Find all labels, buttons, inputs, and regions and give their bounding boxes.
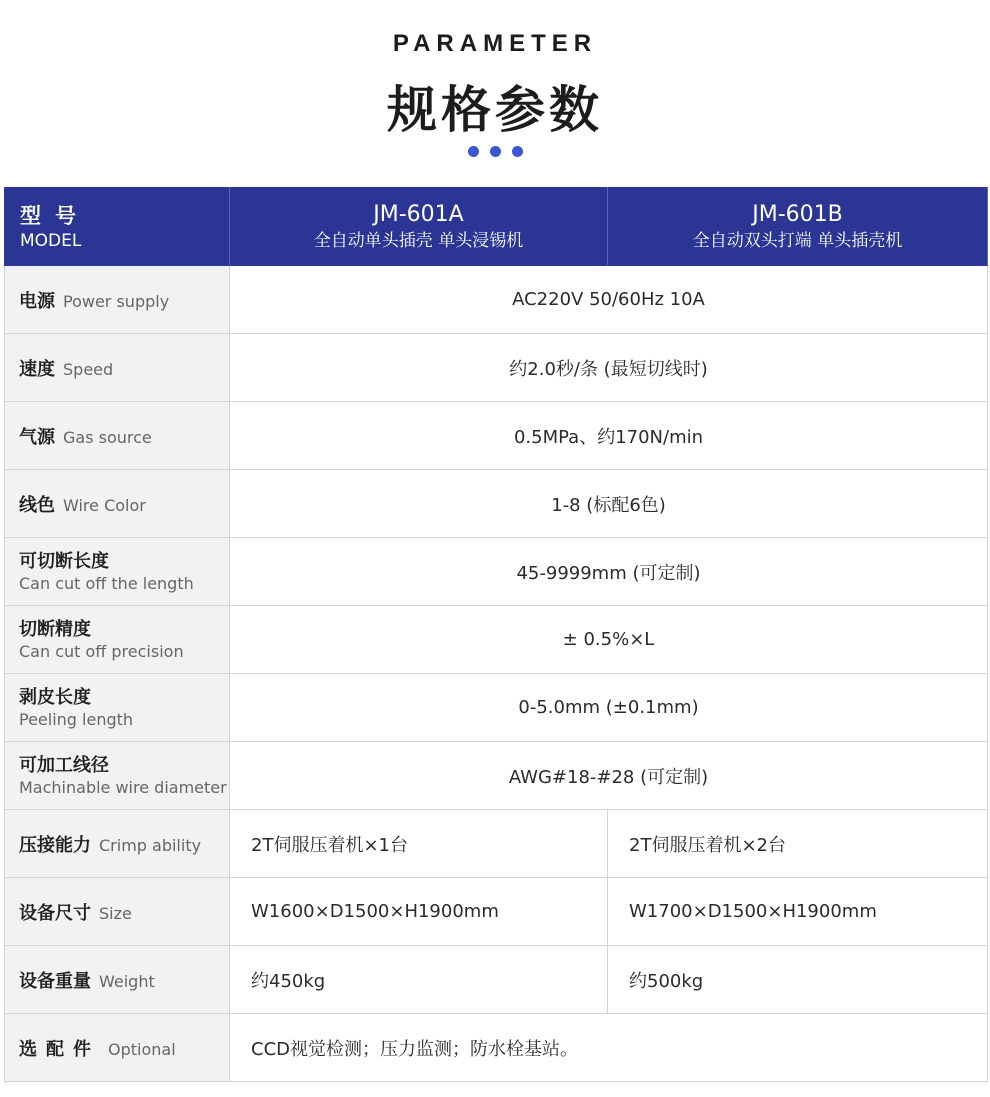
table-row bbox=[5, 470, 988, 538]
model-label-cn: 型号 bbox=[20, 203, 90, 228]
spec-table bbox=[4, 187, 988, 1082]
table-row bbox=[5, 674, 988, 742]
row-label-cn: 压接能力 bbox=[19, 834, 91, 856]
dot-icon bbox=[512, 146, 523, 157]
row-label-cell bbox=[5, 742, 230, 810]
value-model-b: 2T伺服压着机×2台 bbox=[608, 810, 988, 878]
value-shared: 0-5.0mm (±0.1mm) bbox=[230, 674, 988, 742]
value-shared: 45-9999mm (可定制) bbox=[230, 538, 988, 606]
row-label-cell bbox=[5, 266, 230, 334]
model-label-en: MODEL bbox=[20, 230, 82, 251]
row-label-cell bbox=[5, 470, 230, 538]
value-model-b: 约500kg bbox=[608, 946, 988, 1014]
row-label-cell bbox=[5, 334, 230, 402]
row-label-cn: 可加工线径 bbox=[19, 754, 109, 776]
value-shared: CCD视觉检测；压力监测；防水栓基站。 bbox=[230, 1014, 988, 1082]
row-label-cn: 可切断长度 bbox=[19, 550, 109, 572]
row-label-cn: 电源 bbox=[19, 290, 55, 312]
row-label-cell bbox=[5, 810, 230, 878]
row-label-cn: 速度 bbox=[19, 358, 55, 380]
decorative-dots bbox=[0, 146, 990, 157]
value-model-b: W1700×D1500×H1900mm bbox=[608, 878, 988, 946]
row-label-en: Speed bbox=[63, 359, 114, 379]
dot-icon bbox=[468, 146, 479, 157]
row-label-cell bbox=[5, 606, 230, 674]
value-shared: 0.5MPa、约170N/min bbox=[230, 402, 988, 470]
value-model-a: 2T伺服压着机×1台 bbox=[230, 810, 608, 878]
row-label-en: Weight bbox=[99, 971, 155, 991]
title-english: PARAMETER bbox=[392, 30, 598, 57]
table-row bbox=[5, 946, 988, 1014]
row-label-cn: 切断精度 bbox=[19, 618, 91, 640]
row-label-en: Machinable wire diameter bbox=[19, 777, 227, 797]
value-shared: AWG#18-#28 (可定制) bbox=[230, 742, 988, 810]
page-header bbox=[0, 0, 990, 187]
table-row bbox=[5, 606, 988, 674]
model-b-desc: 全自动双头打端 单头插壳机 bbox=[692, 230, 903, 251]
row-label-en: Optional bbox=[108, 1039, 176, 1059]
row-label-cell bbox=[5, 674, 230, 742]
row-label-cell bbox=[5, 402, 230, 470]
row-label-cn: 剥皮长度 bbox=[19, 686, 91, 708]
model-a-desc: 全自动单头插壳 单头浸锡机 bbox=[313, 230, 524, 251]
row-label-cn: 设备尺寸 bbox=[19, 902, 91, 924]
value-shared: AC220V 50/60Hz 10A bbox=[230, 266, 988, 334]
table-row bbox=[5, 334, 988, 402]
row-label-cell bbox=[5, 1014, 230, 1082]
table-row bbox=[5, 810, 988, 878]
row-label-en: Peeling length bbox=[19, 709, 134, 729]
row-label-en: Crimp ability bbox=[99, 835, 202, 855]
table-header-row bbox=[5, 188, 988, 266]
row-label-en: Can cut off precision bbox=[19, 641, 184, 661]
model-b-cell bbox=[608, 188, 988, 266]
value-shared: 1-8 (标配6色) bbox=[230, 470, 988, 538]
row-label-cell bbox=[5, 538, 230, 606]
model-label-cell bbox=[5, 188, 230, 266]
table-row bbox=[5, 266, 988, 334]
model-a-name: JM-601A bbox=[373, 201, 464, 227]
row-label-cell bbox=[5, 878, 230, 946]
dot-icon bbox=[490, 146, 501, 157]
row-label-cn: 选配件 bbox=[19, 1038, 100, 1060]
row-label-en: Size bbox=[99, 903, 132, 923]
row-label-cell bbox=[5, 946, 230, 1014]
row-label-cn: 气源 bbox=[19, 426, 55, 448]
table-row bbox=[5, 538, 988, 606]
value-shared: 约2.0秒/条 (最短切线时) bbox=[230, 334, 988, 402]
row-label-en: Power supply bbox=[63, 291, 170, 311]
row-label-cn: 线色 bbox=[19, 494, 55, 516]
row-label-en: Can cut off the length bbox=[19, 573, 194, 593]
table-row bbox=[5, 1014, 988, 1082]
value-model-a: 约450kg bbox=[230, 946, 608, 1014]
row-label-en: Gas source bbox=[63, 427, 152, 447]
title-chinese: 规格参数 bbox=[387, 81, 603, 139]
table-row bbox=[5, 402, 988, 470]
row-label-en: Wire Color bbox=[63, 495, 146, 515]
value-shared: ± 0.5%×L bbox=[230, 606, 988, 674]
table-row bbox=[5, 742, 988, 810]
model-b-name: JM-601B bbox=[752, 201, 843, 227]
table-row bbox=[5, 878, 988, 946]
row-label-cn: 设备重量 bbox=[19, 970, 91, 992]
value-model-a: W1600×D1500×H1900mm bbox=[230, 878, 608, 946]
model-a-cell bbox=[230, 188, 608, 266]
